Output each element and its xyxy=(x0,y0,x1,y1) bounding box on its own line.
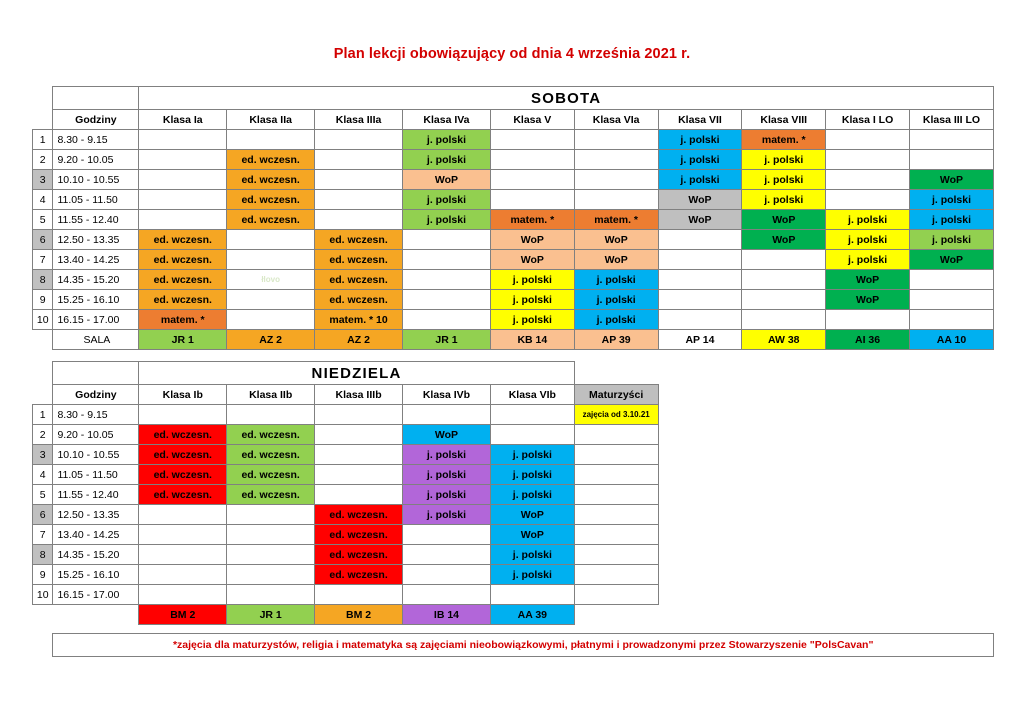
room-cell: AZ 2 xyxy=(227,330,315,350)
empty-right xyxy=(658,405,993,425)
saturday-day-label: SOBOTA xyxy=(139,87,994,110)
cell: j. polski xyxy=(403,485,491,505)
row-hours: 11.55 - 12.40 xyxy=(53,210,139,230)
cell xyxy=(227,290,315,310)
cell: ed. wczesn. xyxy=(139,445,227,465)
row-number: 2 xyxy=(33,425,53,445)
cell: j. polski xyxy=(490,465,574,485)
room-cell: JR 1 xyxy=(227,605,315,625)
cell xyxy=(139,190,227,210)
row-hours: 16.15 - 17.00 xyxy=(53,310,139,330)
row-number: 5 xyxy=(33,210,53,230)
cell xyxy=(490,150,574,170)
cell xyxy=(403,565,491,585)
row-hours: 16.15 - 17.00 xyxy=(53,585,139,605)
cell xyxy=(315,445,403,465)
cell: j. polski xyxy=(658,130,742,150)
cell: WoP xyxy=(403,170,491,190)
cell: ed. wczesn. xyxy=(315,565,403,585)
empty-right xyxy=(658,485,993,505)
cell xyxy=(490,170,574,190)
table-row xyxy=(33,290,994,310)
sunday-empty-right xyxy=(574,362,993,385)
cell xyxy=(403,290,491,310)
row-number: 8 xyxy=(33,545,53,565)
cell: WoP xyxy=(490,230,574,250)
row-number: 6 xyxy=(33,230,53,250)
row-number: 4 xyxy=(33,190,53,210)
room-cell: BM 2 xyxy=(139,605,227,625)
cell xyxy=(574,425,658,445)
saturday-header-row xyxy=(33,110,994,130)
empty-corner xyxy=(33,87,53,110)
row-hours: 11.55 - 12.40 xyxy=(53,485,139,505)
room-label: SALA xyxy=(53,330,139,350)
room-cell: AA 39 xyxy=(490,605,574,625)
cell: WoP xyxy=(403,425,491,445)
table-row xyxy=(33,465,994,485)
row-number: 3 xyxy=(33,170,53,190)
cell: WoP xyxy=(909,250,993,270)
saturday-rooms-row xyxy=(33,330,994,350)
footer-spacer xyxy=(33,625,994,634)
table-row xyxy=(33,565,994,585)
room-cell: AW 38 xyxy=(742,330,826,350)
table-row xyxy=(33,190,994,210)
cell xyxy=(139,525,227,545)
empty-right xyxy=(658,565,993,585)
cell: WoP xyxy=(490,250,574,270)
sunday-blank-hours xyxy=(53,362,139,385)
row-hours: 11.05 - 11.50 xyxy=(53,190,139,210)
sunday-rooms-row xyxy=(33,605,994,625)
cell: ed. wczesn. xyxy=(315,525,403,545)
cell: j. polski xyxy=(490,485,574,505)
section-spacer xyxy=(33,350,994,362)
saturday-header-hours: Godziny xyxy=(53,110,139,130)
row-number: 5 xyxy=(33,485,53,505)
cell xyxy=(574,445,658,465)
cell xyxy=(909,310,993,330)
saturday-header-class-8: Klasa VIII xyxy=(742,110,826,130)
cell: ed. wczesn. xyxy=(227,190,315,210)
saturday-blank-hours xyxy=(53,87,139,110)
cell: j. polski xyxy=(490,565,574,585)
cell: j. polski xyxy=(909,230,993,250)
row-number: 1 xyxy=(33,130,53,150)
cell: j. polski xyxy=(403,465,491,485)
empty-right xyxy=(658,525,993,545)
timetable-sheet xyxy=(32,86,994,657)
row-hours: 13.40 - 14.25 xyxy=(53,525,139,545)
room-cell: IB 14 xyxy=(403,605,491,625)
table-row xyxy=(33,170,994,190)
cell xyxy=(227,545,315,565)
cell: WoP xyxy=(574,230,658,250)
row-hours: 8.30 - 9.15 xyxy=(53,405,139,425)
row-hours: 9.20 - 10.05 xyxy=(53,425,139,445)
cell: ed. wczesn. xyxy=(227,150,315,170)
cell: ed. wczesn. xyxy=(139,230,227,250)
cell xyxy=(826,190,910,210)
cell xyxy=(227,130,315,150)
cell: j. polski xyxy=(574,270,658,290)
cell: j. polski xyxy=(742,150,826,170)
cell xyxy=(574,505,658,525)
cell: ed. wczesn. xyxy=(227,485,315,505)
cell: matem. * 10 xyxy=(315,310,403,330)
cell xyxy=(490,425,574,445)
table-row xyxy=(33,485,994,505)
cell xyxy=(909,130,993,150)
cell: WoP xyxy=(742,210,826,230)
row-number: 9 xyxy=(33,290,53,310)
empty-right xyxy=(658,505,993,525)
cell xyxy=(742,250,826,270)
room-cell: AP 39 xyxy=(574,330,658,350)
cell: j. polski xyxy=(658,150,742,170)
saturday-header-class-1: Klasa Ia xyxy=(139,110,227,130)
cell xyxy=(227,585,315,605)
empty-corner-7 xyxy=(33,634,53,657)
cell xyxy=(574,170,658,190)
footnote: *zajęcia dla maturzystów, religia i matematyka są zajęciami nieobowiązkowymi, płatnymi i prowadzonymi przez Stowarzyszenie "PolsCavan" xyxy=(53,634,994,657)
cell: matem. * xyxy=(139,310,227,330)
cell: j. polski xyxy=(574,310,658,330)
cell xyxy=(227,565,315,585)
cell xyxy=(574,585,658,605)
cell xyxy=(658,270,742,290)
saturday-header-class-3: Klasa IIIa xyxy=(315,110,403,130)
cell: WoP xyxy=(826,290,910,310)
saturday-header-class-4: Klasa IVa xyxy=(403,110,491,130)
cell: ed. wczesn. xyxy=(315,505,403,525)
cell xyxy=(490,130,574,150)
cell: j. polski xyxy=(403,445,491,465)
cell: j. polski xyxy=(742,190,826,210)
cell: łlovo xyxy=(227,270,315,290)
cell xyxy=(826,130,910,150)
cell: j. polski xyxy=(490,545,574,565)
cell xyxy=(139,130,227,150)
cell xyxy=(139,405,227,425)
cell: j. polski xyxy=(909,210,993,230)
room-cell: AP 14 xyxy=(658,330,742,350)
saturday-header-class-7: Klasa VII xyxy=(658,110,742,130)
table-row xyxy=(33,585,994,605)
cell xyxy=(490,190,574,210)
row-number: 1 xyxy=(33,405,53,425)
cell xyxy=(315,210,403,230)
cell xyxy=(139,505,227,525)
room-cell: BM 2 xyxy=(315,605,403,625)
cell xyxy=(227,310,315,330)
cell xyxy=(227,505,315,525)
cell: ed. wczesn. xyxy=(139,290,227,310)
cell: ed. wczesn. xyxy=(227,445,315,465)
page-title: Plan lekcji obowiązujący od dnia 4 września 2021 r. xyxy=(333,46,691,62)
cell: ed. wczesn. xyxy=(227,170,315,190)
table-row xyxy=(33,425,994,445)
cell: WoP xyxy=(909,170,993,190)
cell xyxy=(574,525,658,545)
cell-maturzysci-note: zajęcia od 3.10.21 xyxy=(574,405,658,425)
cell xyxy=(315,150,403,170)
cell: matem. * xyxy=(742,130,826,150)
table-row xyxy=(33,210,994,230)
saturday-header-class-10: Klasa III LO xyxy=(909,110,993,130)
cell: j. polski xyxy=(909,190,993,210)
row-number: 6 xyxy=(33,505,53,525)
cell xyxy=(315,190,403,210)
row-number: 9 xyxy=(33,565,53,585)
cell: j. polski xyxy=(658,170,742,190)
cell: j. polski xyxy=(403,505,491,525)
cell xyxy=(574,545,658,565)
saturday-header-class-9: Klasa I LO xyxy=(826,110,910,130)
empty-corner-4 xyxy=(33,362,53,385)
cell xyxy=(227,405,315,425)
cell: j. polski xyxy=(826,250,910,270)
cell: matem. * xyxy=(574,210,658,230)
empty-right xyxy=(658,425,993,445)
cell: j. polski xyxy=(490,445,574,465)
row-hours: 10.10 - 10.55 xyxy=(53,445,139,465)
cell xyxy=(574,565,658,585)
cell: ed. wczesn. xyxy=(315,230,403,250)
row-number: 10 xyxy=(33,585,53,605)
row-hours: 14.35 - 15.20 xyxy=(53,270,139,290)
row-hours: 12.50 - 13.35 xyxy=(53,230,139,250)
sunday-header-class-5: Klasa VIb xyxy=(490,385,574,405)
table-row xyxy=(33,250,994,270)
sunday-empty-right-2 xyxy=(658,385,993,405)
cell xyxy=(315,485,403,505)
cell: WoP xyxy=(490,505,574,525)
cell: j. polski xyxy=(490,270,574,290)
sunday-header-maturzysci: Maturzyści xyxy=(574,385,658,405)
cell xyxy=(403,405,491,425)
sunday-header-class-2: Klasa IIb xyxy=(227,385,315,405)
row-hours: 9.20 - 10.05 xyxy=(53,150,139,170)
table-row xyxy=(33,310,994,330)
cell: WoP xyxy=(826,270,910,290)
saturday-header-class-5: Klasa V xyxy=(490,110,574,130)
table-row xyxy=(33,525,994,545)
empty-room-label xyxy=(53,605,139,625)
saturday-header-class-2: Klasa IIa xyxy=(227,110,315,130)
saturday-table xyxy=(32,86,994,657)
cell: ed. wczesn. xyxy=(315,250,403,270)
cell xyxy=(574,190,658,210)
cell xyxy=(227,525,315,545)
cell: j. polski xyxy=(403,130,491,150)
cell xyxy=(574,130,658,150)
row-number: 4 xyxy=(33,465,53,485)
empty-right xyxy=(658,545,993,565)
cell xyxy=(909,270,993,290)
cell: j. polski xyxy=(403,150,491,170)
cell xyxy=(574,485,658,505)
cell: WoP xyxy=(658,190,742,210)
saturday-day-row xyxy=(33,87,994,110)
room-cell: JR 1 xyxy=(403,330,491,350)
cell xyxy=(826,150,910,170)
cell xyxy=(658,290,742,310)
cell xyxy=(909,290,993,310)
empty-corner-2 xyxy=(33,110,53,130)
row-hours: 15.25 - 16.10 xyxy=(53,290,139,310)
row-hours: 12.50 - 13.35 xyxy=(53,505,139,525)
sunday-header-row xyxy=(33,385,994,405)
row-hours: 15.25 - 16.10 xyxy=(53,565,139,585)
cell: ed. wczesn. xyxy=(315,270,403,290)
cell xyxy=(227,230,315,250)
cell xyxy=(909,150,993,170)
sunday-day-label: NIEDZIELA xyxy=(139,362,574,385)
row-number: 3 xyxy=(33,445,53,465)
sunday-header-class-4: Klasa IVb xyxy=(403,385,491,405)
cell: j. polski xyxy=(403,190,491,210)
cell: ed. wczesn. xyxy=(315,290,403,310)
cell xyxy=(658,230,742,250)
empty-corner-3 xyxy=(33,330,53,350)
cell xyxy=(315,585,403,605)
cell xyxy=(315,170,403,190)
table-row xyxy=(33,405,994,425)
cell: ed. wczesn. xyxy=(139,270,227,290)
empty-right xyxy=(658,465,993,485)
cell xyxy=(315,405,403,425)
cell xyxy=(403,545,491,565)
cell: ed. wczesn. xyxy=(139,465,227,485)
cell xyxy=(403,310,491,330)
cell xyxy=(742,270,826,290)
cell xyxy=(403,525,491,545)
cell: ed. wczesn. xyxy=(227,465,315,485)
cell: WoP xyxy=(742,230,826,250)
cell: j. polski xyxy=(574,290,658,310)
cell xyxy=(403,270,491,290)
room-cell: AI 36 xyxy=(826,330,910,350)
cell: ed. wczesn. xyxy=(227,425,315,445)
empty-right xyxy=(658,585,993,605)
cell xyxy=(742,290,826,310)
cell xyxy=(826,310,910,330)
room-cell: KB 14 xyxy=(490,330,574,350)
row-hours: 8.30 - 9.15 xyxy=(53,130,139,150)
table-row xyxy=(33,505,994,525)
cell xyxy=(574,150,658,170)
footnote-row xyxy=(33,634,994,657)
table-row xyxy=(33,230,994,250)
table-row xyxy=(33,130,994,150)
cell: WoP xyxy=(658,210,742,230)
cell xyxy=(139,210,227,230)
row-hours: 14.35 - 15.20 xyxy=(53,545,139,565)
cell: ed. wczesn. xyxy=(139,485,227,505)
cell xyxy=(315,425,403,445)
table-row xyxy=(33,270,994,290)
cell xyxy=(658,310,742,330)
cell xyxy=(139,545,227,565)
empty-corner-5 xyxy=(33,385,53,405)
room-cell: JR 1 xyxy=(139,330,227,350)
cell xyxy=(139,565,227,585)
cell: j. polski xyxy=(490,290,574,310)
cell xyxy=(574,465,658,485)
saturday-header-class-6: Klasa VIa xyxy=(574,110,658,130)
cell: j. polski xyxy=(403,210,491,230)
cell xyxy=(403,230,491,250)
cell: ed. wczesn. xyxy=(315,545,403,565)
cell xyxy=(403,585,491,605)
row-number: 2 xyxy=(33,150,53,170)
cell xyxy=(315,130,403,150)
cell: j. polski xyxy=(490,310,574,330)
cell: ed. wczesn. xyxy=(139,250,227,270)
cell xyxy=(403,250,491,270)
room-cell: AA 10 xyxy=(909,330,993,350)
cell: j. polski xyxy=(742,170,826,190)
table-row xyxy=(33,445,994,465)
row-number: 10 xyxy=(33,310,53,330)
row-number: 7 xyxy=(33,525,53,545)
row-hours: 11.05 - 11.50 xyxy=(53,465,139,485)
cell: WoP xyxy=(490,525,574,545)
empty-right xyxy=(574,605,993,625)
cell: ed. wczesn. xyxy=(227,210,315,230)
room-cell: AZ 2 xyxy=(315,330,403,350)
cell: WoP xyxy=(574,250,658,270)
table-row xyxy=(33,150,994,170)
cell xyxy=(742,310,826,330)
row-hours: 13.40 - 14.25 xyxy=(53,250,139,270)
row-number: 8 xyxy=(33,270,53,290)
cell xyxy=(227,250,315,270)
cell: j. polski xyxy=(826,210,910,230)
row-hours: 10.10 - 10.55 xyxy=(53,170,139,190)
cell xyxy=(490,585,574,605)
row-number: 7 xyxy=(33,250,53,270)
cell xyxy=(139,585,227,605)
table-row xyxy=(33,545,994,565)
cell: matem. * xyxy=(490,210,574,230)
cell: ed. wczesn. xyxy=(139,425,227,445)
empty-right xyxy=(658,445,993,465)
empty-corner-6 xyxy=(33,605,53,625)
cell xyxy=(826,170,910,190)
cell xyxy=(139,170,227,190)
cell xyxy=(658,250,742,270)
cell xyxy=(315,465,403,485)
sunday-header-class-1: Klasa Ib xyxy=(139,385,227,405)
cell xyxy=(490,405,574,425)
sunday-day-row xyxy=(33,362,994,385)
cell xyxy=(139,150,227,170)
sunday-header-hours: Godziny xyxy=(53,385,139,405)
cell: j. polski xyxy=(826,230,910,250)
sunday-header-class-3: Klasa IIIb xyxy=(315,385,403,405)
